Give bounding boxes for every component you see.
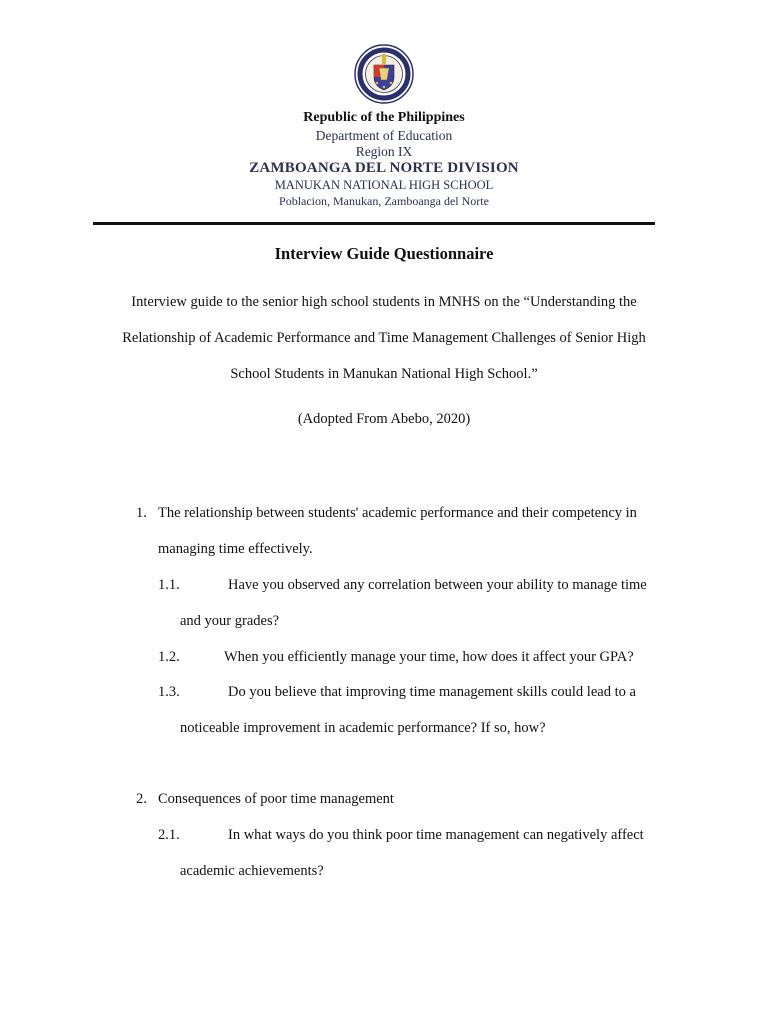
question-text-line: academic achievements?: [180, 863, 324, 879]
header-divider: [93, 222, 655, 225]
intro-line: School Students in Manukan National High School.”: [230, 366, 538, 382]
header-republic: Republic of the Philippines: [303, 110, 465, 125]
section-text-line: managing time effectively.: [158, 541, 313, 557]
header-region: Region IX: [355, 144, 413, 159]
question-text-line: and your grades?: [180, 613, 280, 629]
section-text-line: The relationship between students' academic performance and their competency in: [158, 505, 637, 521]
source-citation: (Adopted From Abebo, 2020): [297, 411, 471, 427]
deped-seal-icon: [354, 44, 414, 104]
section-number: 1.: [136, 505, 147, 521]
question-text-line: Do you believe that improving time management skills could lead to a: [228, 684, 636, 700]
section-number: 2.: [136, 791, 147, 807]
question-text-line: noticeable improvement in academic performance? If so, how?: [180, 720, 546, 736]
intro-line: Relationship of Academic Performance and Time Management Challenges of Senior High: [122, 330, 646, 346]
document-title: Interview Guide Questionnaire: [274, 244, 494, 263]
question-number: 1.1.: [158, 577, 180, 593]
question-text-line: In what ways do you think poor time management can negatively affect: [228, 827, 644, 843]
question-text-line: When you efficiently manage your time, how does it affect your GPA?: [224, 649, 634, 665]
section-text-line: Consequences of poor time management: [158, 791, 394, 807]
header-department: Department of Education: [315, 128, 453, 143]
intro-line: Interview guide to the senior high school students in MNHS on the “Understanding the: [131, 294, 637, 310]
header-school: MANUKAN NATIONAL HIGH SCHOOL: [274, 178, 494, 192]
header-address: Poblacion, Manukan, Zamboanga del Norte: [279, 194, 489, 208]
question-number: 2.1.: [158, 827, 180, 843]
header-division: ZAMBOANGA DEL NORTE DIVISION: [249, 160, 519, 176]
question-text-line: Have you observed any correlation between your ability to manage time: [228, 577, 647, 593]
question-number: 1.3.: [158, 684, 180, 700]
question-number: 1.2.: [158, 649, 180, 665]
